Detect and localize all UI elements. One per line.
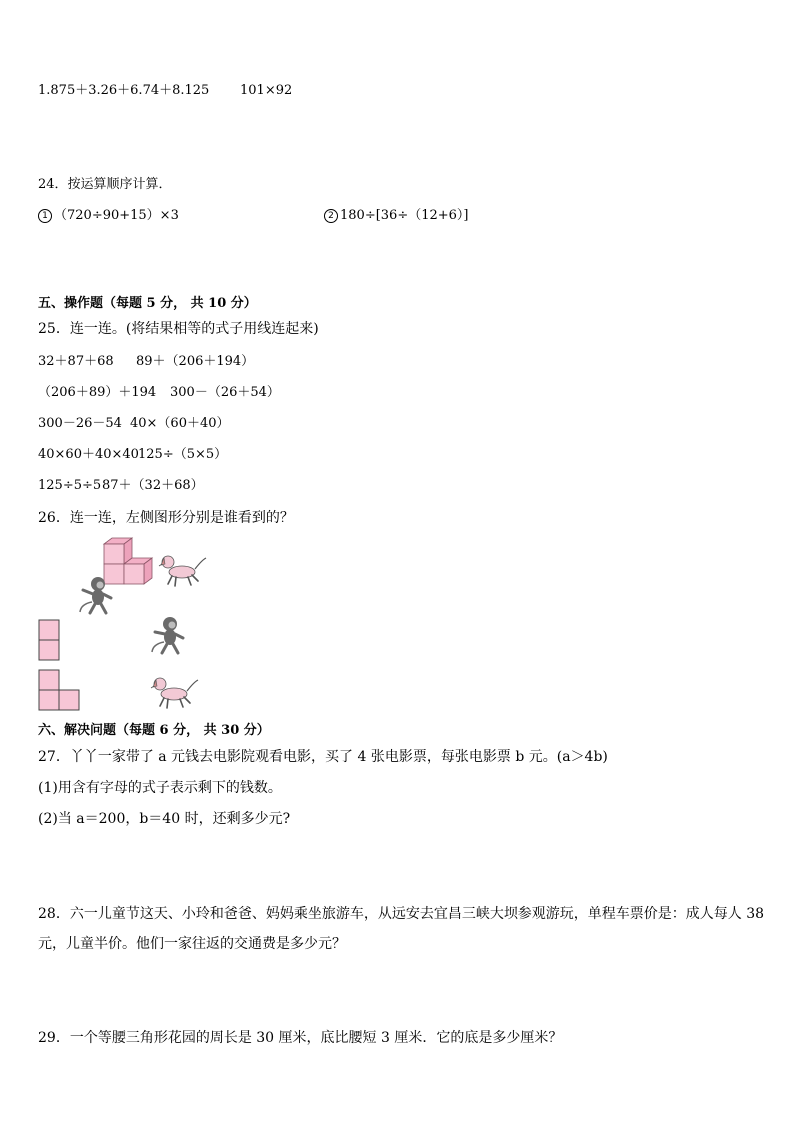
- q25-title: 25．连一连。(将结果相等的式子用线连起来): [38, 321, 319, 337]
- circled-number-2: 2: [324, 209, 338, 223]
- q29-title: 29．一个等腰三角形花园的周长是 30 厘米，底比腰短 3 厘米．它的底是多少厘米？: [38, 1030, 563, 1046]
- q24-part-1-expression: （720÷90+15）×3: [54, 208, 179, 223]
- q23-expression-1: 1.875＋3.26＋6.74＋8.125: [38, 83, 210, 98]
- q26-title: 26．连一连，左侧图形分别是谁看到的？: [38, 510, 294, 526]
- q25-row-5-left: 125÷5÷5: [38, 478, 102, 493]
- dog-icon: [150, 672, 200, 712]
- q23-expression-2: 101×92: [240, 83, 293, 98]
- view-figure-l-shape: [38, 669, 84, 713]
- circled-number-1: 1: [38, 209, 52, 223]
- q24-part-2-expression: 180÷[36÷（12+6）]: [340, 208, 469, 223]
- q25-row-4-left: 40×60＋40×40: [38, 447, 139, 462]
- q27-title: 27．丫丫一家带了 a 元钱去电影院观看电影，买了 4 张电影票，每张电影票 b 元。(a＞4b): [38, 749, 608, 765]
- q25-row-4-right: 125÷（5×5）: [138, 447, 228, 462]
- section-5-heading: 五、操作题（每题 5 分， 共 10 分）: [38, 296, 257, 311]
- view-figure-two-squares: [38, 619, 62, 663]
- section-6-heading: 六、解决问题（每题 6 分， 共 30 分）: [38, 723, 270, 738]
- q25-row-5-right: 87＋（32＋68）: [102, 478, 204, 493]
- q25-row-3-left: 300－26－54: [38, 416, 122, 431]
- q25-row-3-right: 40×（60＋40）: [130, 416, 230, 431]
- q24-part-1: [38, 208, 179, 224]
- q24-part-2: [324, 208, 469, 224]
- q28-line-1: 28．六一儿童节这天、小玲和爸爸、妈妈乘坐旅游车，从远安去宜昌三峡大坝参观游玩，单程车票价是：成人每人 38: [38, 906, 765, 922]
- q24-title: 24．按运算顺序计算．: [38, 177, 172, 192]
- q25-row-1-left: 32＋87＋68: [38, 354, 114, 369]
- monkey-icon: [150, 616, 188, 656]
- q25-row-2-left: （206＋89）＋194: [38, 385, 157, 400]
- q25-row-2-right: 300－（26＋54）: [170, 385, 280, 400]
- dog-icon: [158, 550, 208, 590]
- q27-part-2: (2)当 a＝200，b＝40 时，还剩多少元?: [38, 811, 291, 827]
- monkey-icon: [78, 576, 116, 616]
- q25-row-1-right: 89＋（206＋194）: [136, 354, 255, 369]
- q28-line-2: 元，儿童半价。他们一家往返的交通费是多少元？: [38, 936, 346, 952]
- q27-part-1: (1)用含有字母的式子表示剩下的钱数。: [38, 780, 282, 796]
